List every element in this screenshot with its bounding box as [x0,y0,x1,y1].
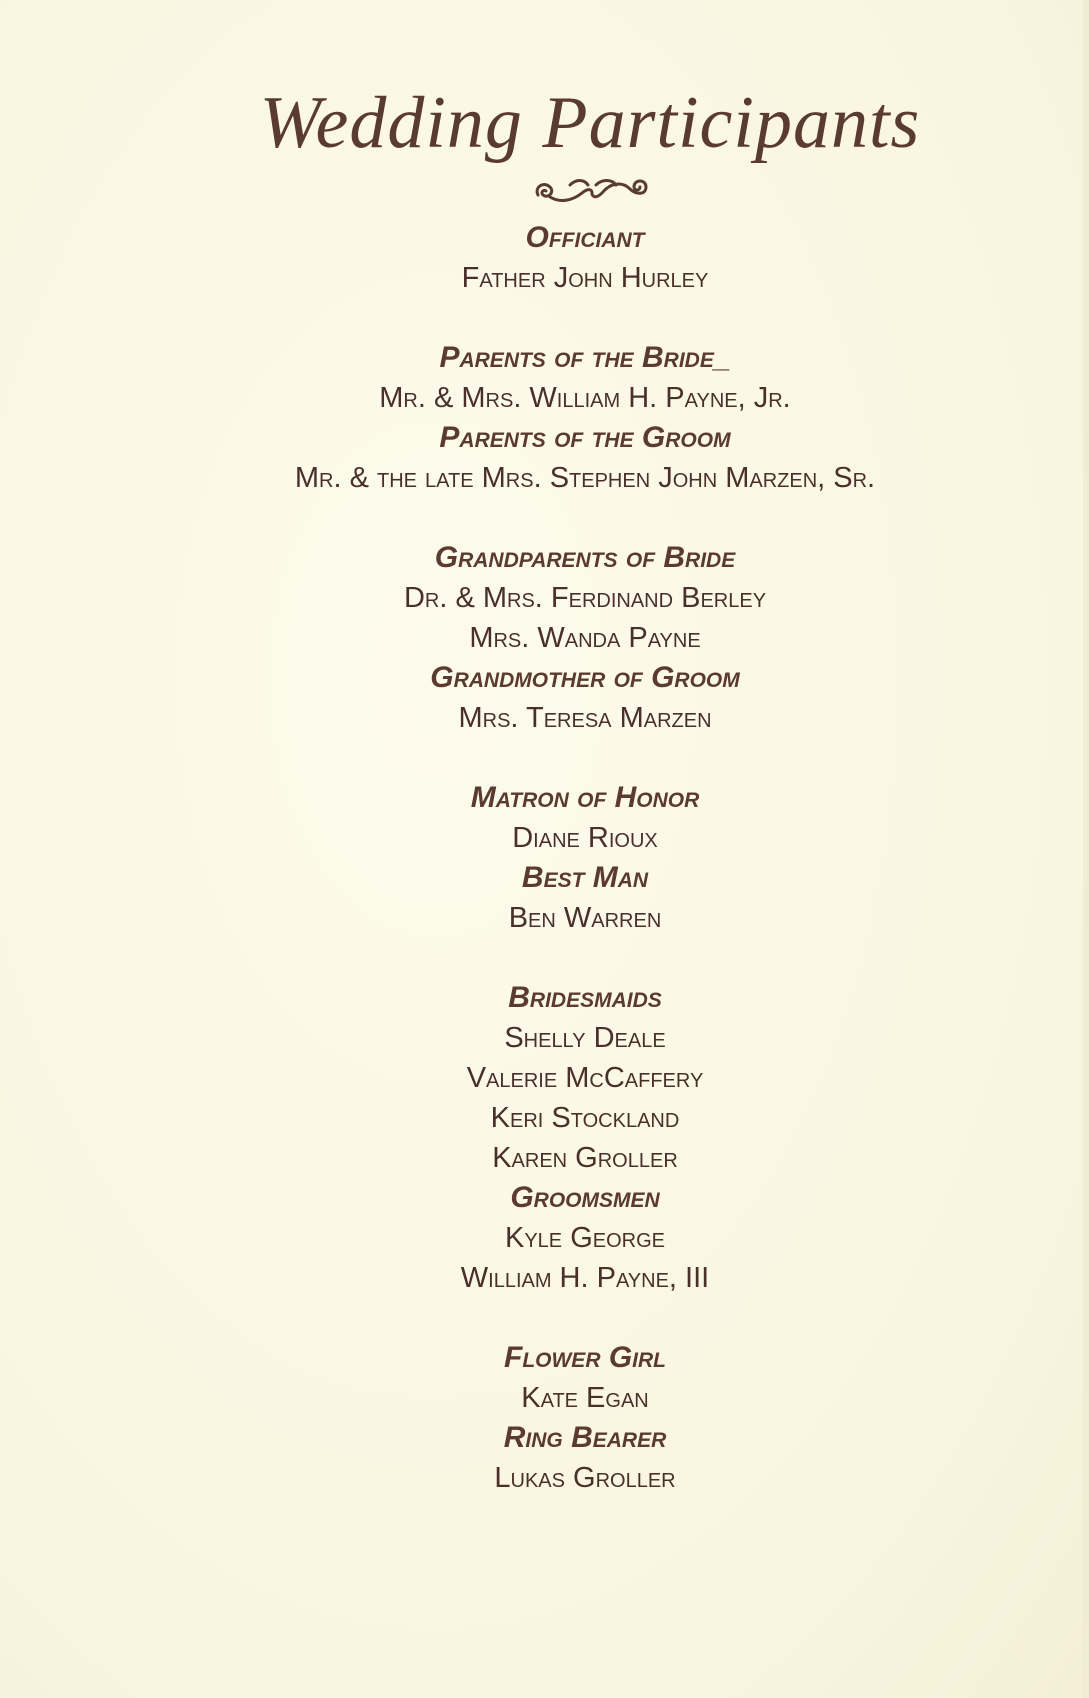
name-grandparents-of-bride: Dr. & Mrs. Ferdinand Berley [403,582,767,614]
participants-list [0,218,1089,1498]
heading-ring-bearer: Ring Bearer [503,1421,667,1454]
heading-flower-girl: Flower Girl [504,1341,666,1374]
name-parents-of-groom: Mr. & the late Mrs. Stephen John Marzen, Sr. [294,462,876,494]
name-grandmother-of-groom: Mrs. Teresa Marzen [458,702,712,734]
ornamental-flourish-icon [530,173,654,209]
heading-bridesmaids: Bridesmaids [508,981,662,1014]
name-flower-girl: Kate Egan [521,1382,649,1414]
heading-groomsmen: Groomsmen [510,1181,660,1214]
heading-best-man: Best Man [521,861,649,894]
name-matron-of-honor: Diane Rioux [512,822,658,854]
name-groomsman: William H. Payne, III [460,1262,710,1294]
section-spacer [0,938,1089,978]
heading-grandparents-of-bride: Grandparents of Bride [434,541,736,574]
name-bridesmaid: Valerie McCaffery [466,1062,704,1094]
heading-grandmother-of-groom: Grandmother of Groom [430,661,740,694]
section-spacer [0,1298,1089,1338]
heading-parents-of-groom: Parents of the Groom [439,421,731,454]
name-parents-of-bride: Mr. & Mrs. William H. Payne, Jr. [379,382,791,414]
name-groomsman: Kyle George [505,1222,665,1254]
name-ring-bearer: Lukas Groller [494,1462,676,1494]
name-grandparents-of-bride: Mrs. Wanda Payne [469,622,701,654]
heading-matron-of-honor: Matron of Honor [470,781,700,814]
name-bridesmaid: Karen Groller [492,1142,678,1174]
section-spacer [0,498,1089,538]
heading-officiant: Officiant [525,221,645,254]
name-bridesmaid: Keri Stockland [490,1102,680,1134]
name-best-man: Ben Warren [508,902,662,934]
section-spacer [0,738,1089,778]
heading-parents-of-bride: Parents of the Bride_ [439,341,731,374]
name-officiant: Father John Hurley [461,262,709,294]
name-bridesmaid: Shelly Deale [504,1022,666,1054]
section-spacer [0,298,1089,338]
page-title: Wedding Participants [259,82,921,164]
